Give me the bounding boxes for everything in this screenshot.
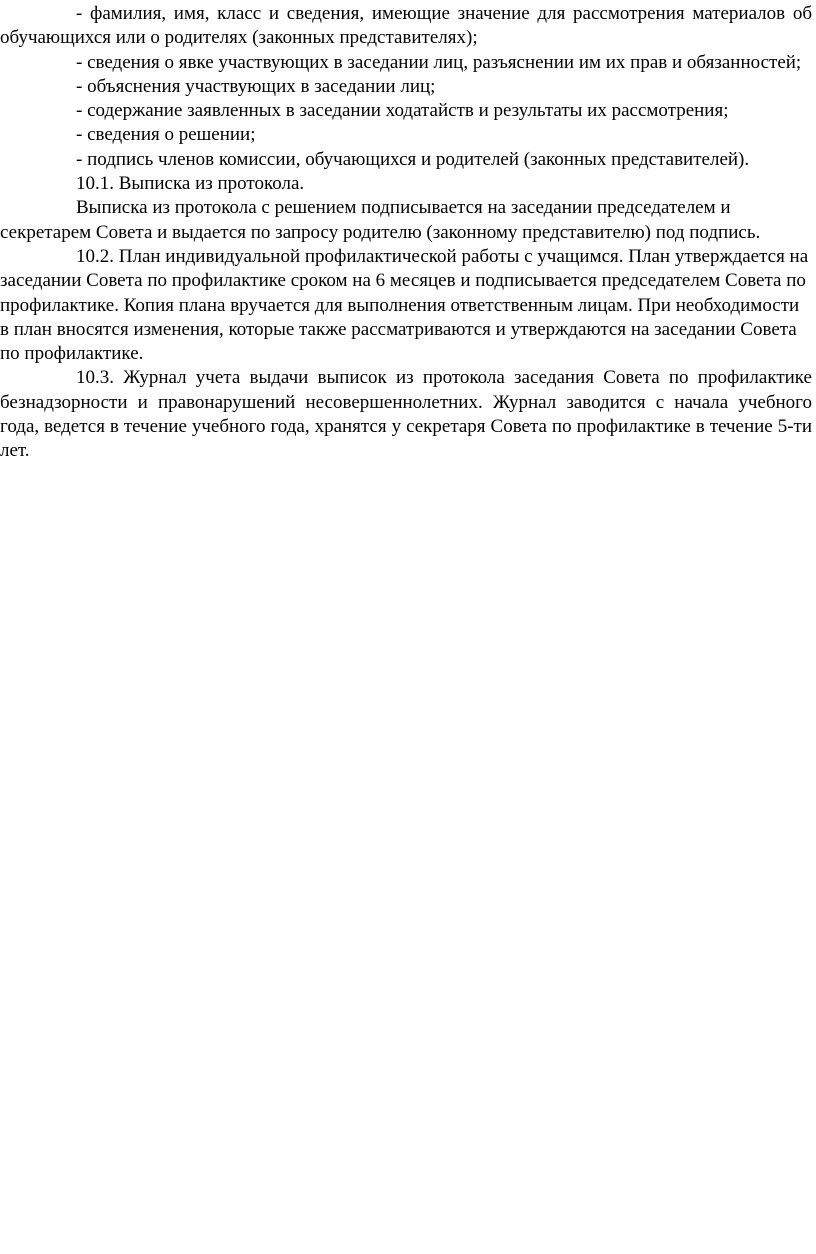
list-item-decision: - сведения о решении; (76, 124, 256, 146)
list-item-attendance: - сведения о явке участвующих в заседании лиц, разъяснении им их прав и обязанностей; (76, 51, 802, 73)
list-item-motions: - содержание заявленных в заседании ходатайств и результаты их рассмотрения; (76, 100, 729, 122)
list-item-surname: - фамилия, имя, класс и сведения, имеющие значение для рассмотрения материалов об обучающихся или о родителях (законных представителях); (0, 3, 812, 49)
section-10-1-heading: 10.1. Выписка из протокола. (76, 173, 305, 195)
section-10-2-paragraph: 10.2. План индивидуальной профилактической работы с учащимся. План утверждается на заседании Совета по профилактике сроком на 6 месяцев и подписывается председателем Совета по профилактике. Копия плана вручается для выполнения ответственным лицам. При необходимости в план вносятся изменения, которые также рассматриваются и утверждаются на заседании Совета по профилактике. (0, 245, 809, 365)
document-body (0, 2, 812, 464)
list-item-signature: - подпись членов комиссии, обучающихся и родителей (законных представителей). (76, 148, 750, 170)
section-10-3-paragraph: 10.3. Журнал учета выдачи выписок из протокола заседания Совета по профилактике безнадзорности и правонарушений несовершеннолетних. Журнал заводится с начала учебного года, ведется в течение учебного года, хранятся у секретаря Совета по профилактике в течение 5-ти лет. (0, 367, 812, 462)
list-item-explanations: - объяснения участвующих в заседании лиц; (76, 75, 436, 97)
extract-paragraph: Выписка из протокола с решением подписывается на заседании председателем и секретарем Совета и выдается по запросу родителю (законному представителю) под подпись. (0, 197, 761, 243)
